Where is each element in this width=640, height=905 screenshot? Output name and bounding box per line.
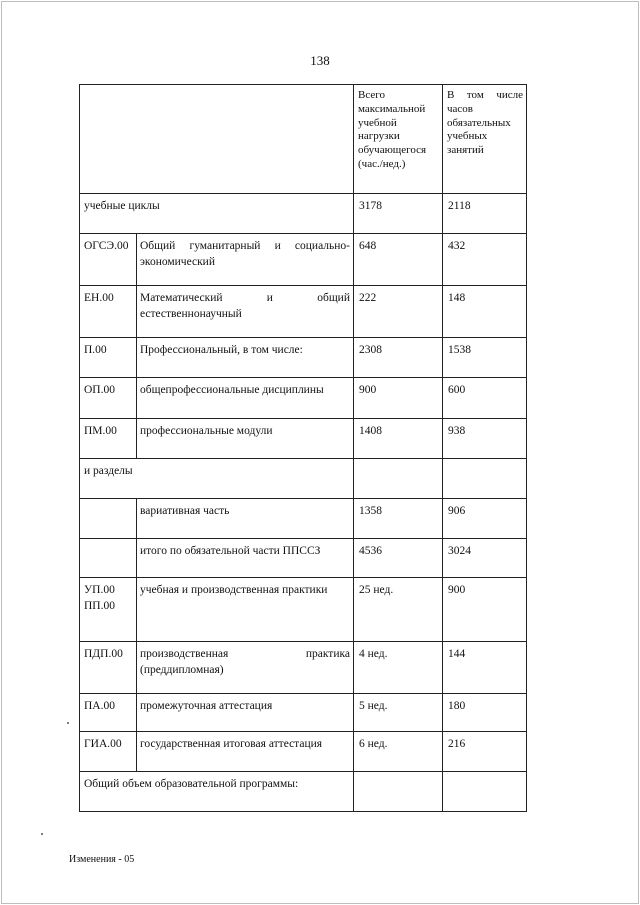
row-name: Профессиональный, в том числе:: [137, 338, 354, 378]
table-row: [80, 419, 527, 459]
table-row: [80, 286, 527, 338]
row-total: 25 нед.: [354, 578, 443, 642]
table-row: [80, 642, 527, 694]
table-row: [80, 338, 527, 378]
row-obligatory: 2118: [443, 194, 527, 234]
row-name: учебные циклы: [80, 194, 354, 234]
page-number: 138: [310, 53, 330, 68]
row-name: Общий гуманитарный и социально-экономический: [137, 234, 354, 286]
row-total: 2308: [354, 338, 443, 378]
row-total: 222: [354, 286, 443, 338]
scan-speck: [67, 722, 69, 724]
scan-speck: [41, 833, 43, 835]
curriculum-table: [79, 84, 527, 812]
row-obligatory: 216: [443, 732, 527, 772]
row-code: [80, 539, 137, 578]
table-row: [80, 578, 527, 642]
row-total: 648: [354, 234, 443, 286]
row-obligatory: [443, 459, 527, 499]
row-total: 4 нед.: [354, 642, 443, 694]
row-name: производственная практика (преддипломная): [137, 642, 354, 694]
row-code: П.00: [80, 338, 137, 378]
row-obligatory: 144: [443, 642, 527, 694]
row-total: 1408: [354, 419, 443, 459]
row-obligatory: 938: [443, 419, 527, 459]
table-row: [80, 732, 527, 772]
row-total: [354, 772, 443, 812]
table-row: [80, 539, 527, 578]
table-row: [80, 194, 527, 234]
row-obligatory: 432: [443, 234, 527, 286]
row-name: учебная и производственная практики: [137, 578, 354, 642]
table-row: [80, 234, 527, 286]
row-total: 900: [354, 378, 443, 419]
row-code: ПА.00: [80, 694, 137, 732]
row-obligatory: 600: [443, 378, 527, 419]
row-name: Математический и общий естественнонаучный: [137, 286, 354, 338]
table-row: [80, 772, 527, 812]
table-row: [80, 378, 527, 419]
header-total-load: Всего максимальной учебной нагрузки обучающегося (час./нед.): [354, 85, 443, 194]
row-code: ГИА.00: [80, 732, 137, 772]
row-code: ЕН.00: [80, 286, 137, 338]
row-total: [354, 459, 443, 499]
row-total: 1358: [354, 499, 443, 539]
row-name: государственная итоговая аттестация: [137, 732, 354, 772]
row-code: ПМ.00: [80, 419, 137, 459]
row-code: УП.00 ПП.00: [80, 578, 137, 642]
row-total: 4536: [354, 539, 443, 578]
table-header-row: [80, 85, 527, 194]
row-name: Общий объем образовательной программы:: [80, 772, 354, 812]
row-name: вариативная часть: [137, 499, 354, 539]
row-obligatory: 180: [443, 694, 527, 732]
table-row: [80, 694, 527, 732]
table-row: [80, 499, 527, 539]
row-obligatory: 1538: [443, 338, 527, 378]
row-obligatory: 3024: [443, 539, 527, 578]
row-obligatory: 900: [443, 578, 527, 642]
row-obligatory: 906: [443, 499, 527, 539]
row-code: ПДП.00: [80, 642, 137, 694]
footer-revision: Изменения - 05: [69, 854, 135, 865]
row-code: ОП.00: [80, 378, 137, 419]
table-row: [80, 459, 527, 499]
row-code: ОГСЭ.00: [80, 234, 137, 286]
row-code: [80, 499, 137, 539]
row-name: итого по обязательной части ППССЗ: [137, 539, 354, 578]
row-name: общепрофессиональные дисциплины: [137, 378, 354, 419]
row-total: 6 нед.: [354, 732, 443, 772]
row-obligatory: 148: [443, 286, 527, 338]
row-total: 5 нед.: [354, 694, 443, 732]
row-total: 3178: [354, 194, 443, 234]
row-obligatory: [443, 772, 527, 812]
row-name: профессиональные модули: [137, 419, 354, 459]
header-obligatory: В том числе часов обязательных учебных занятий: [443, 85, 527, 194]
header-empty-cell: [80, 85, 354, 194]
row-name: промежуточная аттестация: [137, 694, 354, 732]
row-name: и разделы: [80, 459, 354, 499]
